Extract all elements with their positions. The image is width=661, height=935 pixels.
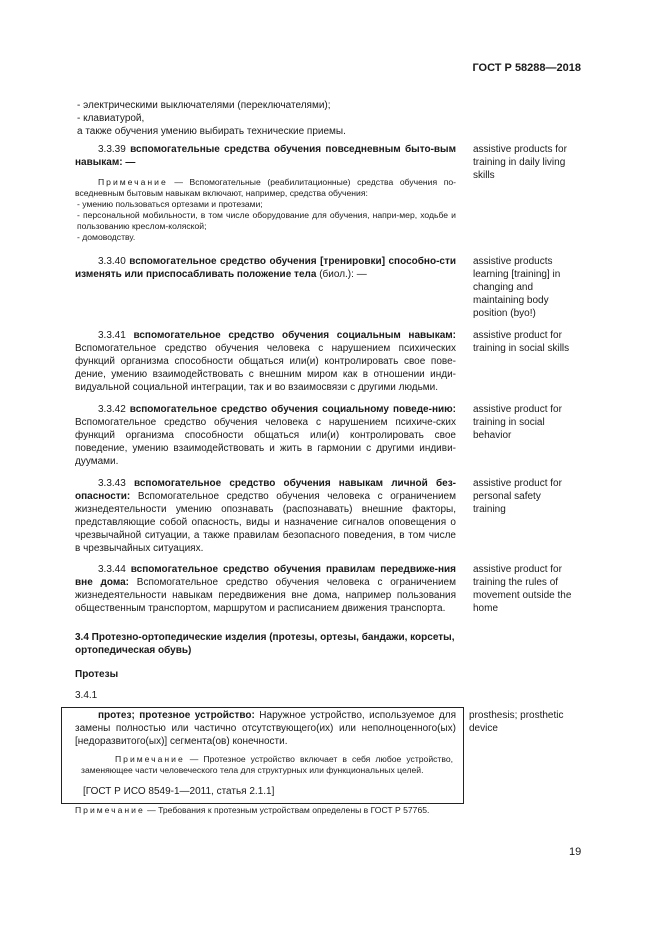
term-number: 3.3.44 bbox=[98, 564, 126, 575]
term-definition: Наружное устройство, используемое для замены полностью или частично отсутствующего(их) или неполноценного(ых) [недоразвитого(ых)] сегмента(ов) конечности. bbox=[75, 710, 456, 747]
term-definition: Вспомогательное средство обучения человека с нарушением психических функций организма способности общаться или(и) контролировать свое пове-дение, умению взаимодействовать с внешним миром как в отношении инди-видуальной социальной интеграции, так и во взаимосвязи с другими людьми. bbox=[75, 343, 456, 393]
note-text: — Протезное устройство включает в себя любое устройство, заменяющее части человеческого тела для структурных или функциональных целей. bbox=[81, 754, 453, 775]
note-text: — Требования к протезным устройствам определены в ГОСТ Р 57765. bbox=[147, 805, 430, 815]
intro-item: - электрическими выключателями (переключателями); bbox=[77, 100, 331, 111]
term-name: вспомогательное средство обучения социальному поведе-нию: bbox=[129, 404, 456, 415]
term-tail: (биол.): — bbox=[319, 269, 367, 280]
note-list-3-3-39 bbox=[75, 199, 456, 243]
term-name: протез; протезное устройство: bbox=[98, 710, 255, 721]
note-3-4-1 bbox=[81, 754, 453, 776]
term-number: 3.3.42 bbox=[98, 404, 126, 415]
final-note bbox=[75, 805, 465, 816]
note-item: - умению пользоваться ортезами и протезами; bbox=[77, 199, 263, 209]
term-number-3-4-1: 3.4.1 bbox=[75, 690, 98, 701]
term-number: 3.3.41 bbox=[98, 330, 126, 341]
term-3-4-1 bbox=[75, 709, 456, 748]
term-3-3-41 bbox=[75, 329, 456, 394]
term-name: вспомогательное средство обучения правилам передвиже-ния вне дома: bbox=[75, 564, 456, 588]
term-number: 3.3.40 bbox=[98, 256, 126, 267]
note-text: — Вспомогательные (реабилитационные) средства обучения по-вседневным бытовым навыкам включают, например, средства обучения: bbox=[75, 177, 456, 198]
term-definition: Вспомогательное средство обучения человека с ограничением жизнедеятельности навыкам передвижения вне дома, например пользования общественным транспортом, маршрутом и расписанием движения транспорта. bbox=[75, 577, 456, 614]
source-reference: [ГОСТ Р ИСО 8549-1—2011, статья 2.1.1] bbox=[83, 786, 275, 797]
note-item: - домоводству. bbox=[77, 232, 136, 242]
page-number: 19 bbox=[569, 846, 582, 858]
term-name: вспомогательное средство обучения [тренировки] способно-сти изменять или приспосабливать положение тела bbox=[75, 256, 457, 280]
term-en-3-3-44: assistive product for training the rules of movement outside the home bbox=[473, 564, 572, 614]
term-definition: Вспомогательное средство обучения человека с ограничением жизнедеятельности умению опознавать (распознавать) внешние факторы, представляющие собой опасность, виды и назначение сигналов оповещения о чрезвычайной ситуации, а также правилам безопасного поведения, в том числе в чрезвычайных ситуациях. bbox=[75, 491, 456, 554]
term-3-3-39 bbox=[75, 143, 456, 169]
term-en-3-3-43: assistive product for personal safety training bbox=[473, 478, 562, 515]
term-en-3-3-39: assistive products for training in daily living skills bbox=[473, 144, 567, 181]
section-3-4-title: 3.4 Протезно-ортопедические изделия (протезы, ортезы, бандажи, корсеты, ортопедическая обувь) bbox=[75, 632, 455, 656]
note-label: Примечание bbox=[98, 177, 168, 187]
note-3-3-39 bbox=[75, 177, 456, 199]
standard-header: ГОСТ Р 58288—2018 bbox=[472, 62, 581, 74]
subsection-heading: Протезы bbox=[75, 669, 119, 680]
term-en-3-3-42: assistive product for training in social behavior bbox=[473, 404, 562, 441]
intro-list bbox=[75, 99, 456, 138]
term-name: вспомогательное средство обучения социальным навыкам: bbox=[133, 330, 456, 341]
term-3-3-40 bbox=[75, 255, 456, 281]
term-number: 3.3.43 bbox=[98, 478, 126, 489]
note-label: Примечание bbox=[75, 805, 145, 815]
term-3-3-44 bbox=[75, 563, 456, 615]
term-definition: Вспомогательное средство обучения человека с нарушением психиче-ских функций организма способности общаться или(и) контролировать свое поведение, умению взаимодействовать и жить в гармонии с другими индиви-дуумами. bbox=[75, 417, 456, 467]
term-3-3-42 bbox=[75, 403, 456, 468]
term-en-3-3-40: assistive products learning [training] in changing and maintaining body position (byo!) bbox=[473, 256, 561, 319]
intro-item: - клавиатурой, bbox=[77, 113, 145, 124]
term-en-3-4-1: prosthesis; prosthetic device bbox=[469, 710, 564, 734]
term-name: вспомогательное средство обучения навыкам личной без-опасности: bbox=[75, 478, 456, 502]
term-number: 3.3.39 bbox=[98, 144, 126, 155]
term-en-3-3-41: assistive product for training in social skills bbox=[473, 330, 570, 354]
term-3-3-43 bbox=[75, 477, 456, 555]
term-name: вспомогательные средства обучения повседневным быто-вым навыкам: — bbox=[75, 144, 456, 168]
intro-item: а также обучения умению выбирать технические приемы. bbox=[77, 126, 346, 137]
note-item: - персональной мобильности, в том числе оборудование для обучения, напри-мер, ходьбе и пользованию креслом-коляской; bbox=[77, 210, 456, 231]
note-label: Примечание bbox=[115, 754, 185, 764]
